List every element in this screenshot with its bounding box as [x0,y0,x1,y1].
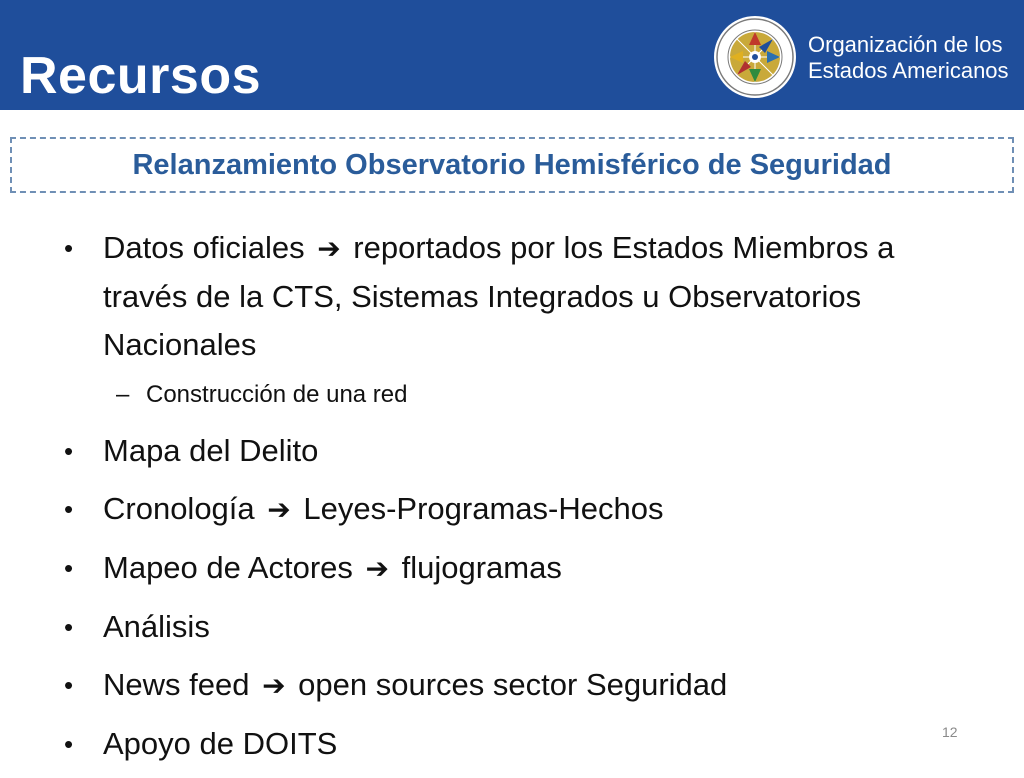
bullet-text-continued: Leyes-Programas-Hechos [294,491,664,526]
bullet-dot: • [64,670,74,700]
bullet-text: Mapeo de Actores [103,550,353,585]
bullet-item [60,544,980,593]
right-arrow-icon: ➔ [267,494,291,525]
bullet-dot: • [64,436,74,466]
right-arrow-icon: ➔ [317,233,341,264]
bullet-item [60,224,980,369]
bullet-dot: • [64,494,74,524]
sub-bullet-dash: – [116,381,130,408]
sub-bullet-item [60,375,980,415]
right-arrow-icon: ➔ [365,553,389,584]
bullet-item [60,720,980,768]
bullet-text: News feed [103,667,250,702]
bullet-text: Datos oficiales [103,230,305,265]
bullet-item [60,485,980,534]
right-arrow-icon: ➔ [262,670,286,701]
slide-header [0,0,1024,110]
bullet-dot: • [64,612,74,642]
bullet-text: Análisis [103,609,210,644]
bullet-list [60,224,980,778]
bullet-dot: • [64,729,74,759]
organization-name [808,32,1009,84]
bullet-text: Apoyo de DOITS [103,726,338,761]
organization-name-line1: Organización de los [808,32,1003,57]
slide-subtitle: Relanzamiento Observatorio Hemisférico de Seguridad [132,148,892,181]
bullet-text-continued: reportados por los Estados Miembros a través de la CTS, Sistemas Integrados u Observatorios Nacionales [103,230,895,362]
oas-seal-icon [713,15,797,99]
bullet-text-continued: open sources sector Seguridad [289,667,728,702]
organization-name-line2: Estados Americanos [808,58,1009,83]
sub-bullet-text: Construcción de una red [146,381,408,408]
bullet-item [60,603,980,651]
bullet-text-continued: flujogramas [392,550,562,585]
bullet-dot: • [64,233,74,263]
bullet-text: Mapa del Delito [103,433,319,468]
bullet-dot: • [64,553,74,583]
bullet-item [60,661,980,710]
slide-title: Recursos [20,47,261,105]
bullet-text: Cronología [103,491,255,526]
page-number: 12 [942,724,958,740]
subtitle-box [10,137,1014,193]
bullet-item [60,427,980,475]
